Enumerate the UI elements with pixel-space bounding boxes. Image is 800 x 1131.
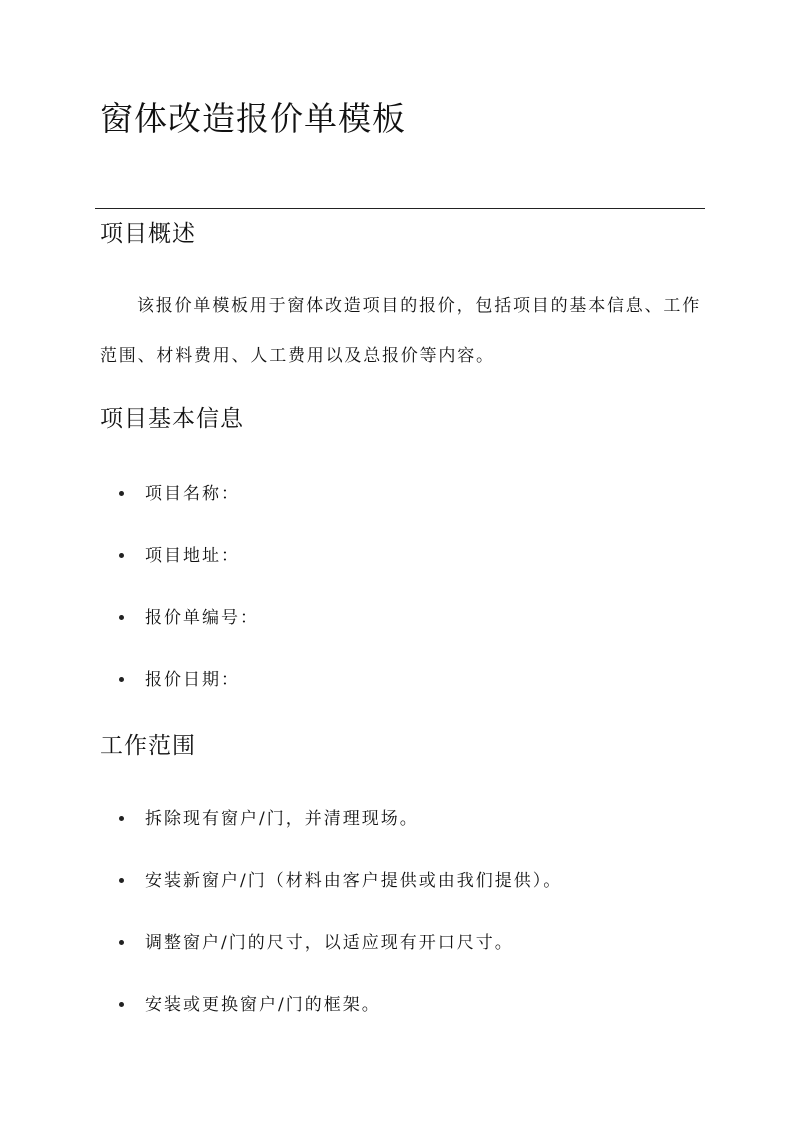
bullet-icon	[119, 940, 124, 945]
bullet-icon	[119, 1002, 124, 1007]
list-item-label: 安装或更换窗户/门的框架。	[145, 995, 381, 1015]
list-item-quote-date	[100, 666, 705, 728]
list-item-label: 报价日期：	[145, 670, 240, 690]
bullet-icon	[119, 615, 124, 620]
basic-info-heading: 项目基本信息	[100, 406, 244, 432]
bullet-icon	[119, 878, 124, 883]
list-item-label: 调整窗户/门的尺寸，以适应现有开口尺寸。	[145, 933, 514, 953]
scope-list	[100, 805, 705, 1053]
bullet-icon	[119, 677, 124, 682]
list-item-project-name	[100, 480, 705, 542]
list-item-label: 项目名称：	[145, 484, 240, 504]
basic-info-list	[100, 480, 705, 728]
list-item-label: 拆除现有窗户/门，并清理现场。	[145, 809, 419, 829]
overview-paragraph-text: 该报价单模板用于窗体改造项目的报价，包括项目的基本信息、工作范围、材料费用、人工费用以及总报价等内容。	[100, 296, 701, 366]
list-item-scope-install	[100, 867, 705, 929]
list-item-quote-number	[100, 604, 705, 666]
title-divider	[95, 208, 705, 209]
list-item-label: 安装新窗户/门（材料由客户提供或由我们提供）。	[145, 871, 563, 891]
document-title: 窗体改造报价单模板	[100, 99, 406, 138]
bullet-icon	[119, 491, 124, 496]
overview-paragraph	[100, 281, 705, 381]
list-item-scope-adjust	[100, 929, 705, 991]
list-item-scope-frame	[100, 991, 705, 1053]
bullet-icon	[119, 553, 124, 558]
list-item-project-address	[100, 542, 705, 604]
scope-heading: 工作范围	[100, 733, 196, 759]
list-item-label: 报价单编号：	[145, 608, 259, 628]
overview-heading: 项目概述	[100, 221, 196, 247]
list-item-scope-removal	[100, 805, 705, 867]
bullet-icon	[119, 816, 124, 821]
list-item-label: 项目地址：	[145, 546, 240, 566]
